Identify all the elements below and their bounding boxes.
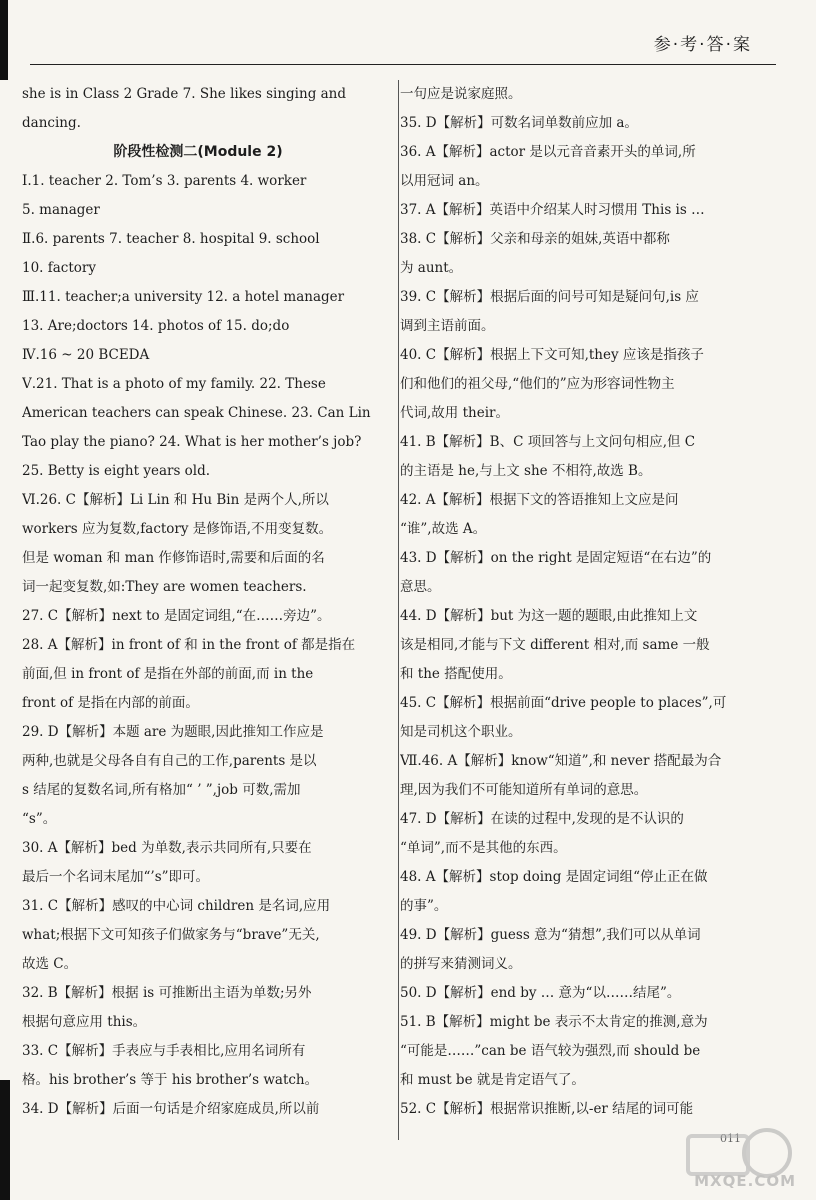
answer-line: 38. C【解析】父亲和母亲的姐妹,英语中都称 [400, 231, 670, 247]
answer-line: 以用冠词 an。 [400, 173, 489, 189]
answer-line: 故选 C。 [22, 956, 78, 972]
answer-line: 意思。 [400, 579, 441, 595]
answer-line: 51. B【解析】might be 表示不太肯定的推测,意为 [400, 1014, 708, 1030]
answer-line: 根据句意应用 this。 [22, 1014, 147, 1030]
answer-line: 和 must be 就是肯定语气了。 [400, 1072, 585, 1088]
answer-line: Ⅵ.26. C【解析】Li Lin 和 Hu Bin 是两个人,所以 [22, 492, 329, 508]
answer-line: 和 the 搭配使用。 [400, 666, 512, 682]
answer-line: 43. D【解析】on the right 是固定短语“在右边”的 [400, 550, 712, 566]
answer-line: 49. D【解析】guess 意为“猜想”,我们可以从单词 [400, 927, 701, 943]
answer-line: 但是 woman 和 man 作修饰语时,需要和后面的名 [22, 550, 325, 566]
page-number: 011 [720, 1132, 741, 1145]
answer-line: front of 是指在内部的前面。 [22, 695, 199, 711]
header-rule [30, 64, 776, 65]
watermark-logo [686, 1128, 796, 1190]
answer-line: 27. C【解析】next to 是固定词组,“在……旁边”。 [22, 608, 331, 624]
answer-line: 该是相同,才能与下文 different 相对,而 same 一般 [400, 637, 710, 653]
answer-line: 们和他们的祖父母,“他们的”应为形容词性物主 [400, 376, 675, 392]
left-column [22, 80, 374, 1124]
answer-line: 39. C【解析】根据后面的问号可知是疑问句,is 应 [400, 289, 699, 305]
answer-line: 10. factory [22, 260, 96, 276]
answer-line: 5. manager [22, 202, 100, 218]
answer-line: 调到主语前面。 [400, 318, 495, 334]
section-title: 阶段性检测二(Module 2) [113, 144, 283, 160]
answer-line: 的事”。 [400, 898, 448, 914]
watermark-block-icon [686, 1134, 750, 1176]
answer-line: 13. Are;doctors 14. photos of 15. do;do [22, 318, 290, 334]
answer-line: 前面,但 in front of 是指在外部的前面,而 in the [22, 666, 314, 682]
answer-line: 35. D【解析】可数名词单数前应加 a。 [400, 115, 638, 131]
scan-edge-shadow [0, 0, 8, 80]
answer-line: “谁”,故选 A。 [400, 521, 487, 537]
answer-line: 34. D【解析】后面一句话是介绍家庭成员,所以前 [22, 1101, 320, 1117]
answer-line: 28. A【解析】in front of 和 in the front of 都是指在 [22, 637, 356, 653]
answer-line: Ⅳ.16 ~ 20 BCEDA [22, 347, 150, 363]
answer-line: Ⅰ.1. teacher 2. Tom’s 3. parents 4. worker [22, 173, 307, 189]
answer-line: 的主语是 he,与上文 she 不相符,故选 B。 [400, 463, 652, 479]
answer-line: 30. A【解析】bed 为单数,表示共同所有,只要在 [22, 840, 312, 856]
answer-line: 两种,也就是父母各自有自己的工作,parents 是以 [22, 753, 317, 769]
answer-line: 一句应是说家庭照。 [400, 86, 522, 102]
answer-line: 的拼写来猜测词义。 [400, 956, 522, 972]
answer-line: 为 aunt。 [400, 260, 463, 276]
page-header-title: 参·考·答·案 [653, 35, 752, 55]
answer-line: 知是司机这个职业。 [400, 724, 522, 740]
watermark-text: MXQE.COM [694, 1172, 796, 1190]
answer-line: she is in Class 2 Grade 7. She likes singing and [22, 86, 347, 102]
answer-line: Ⅱ.6. parents 7. teacher 8. hospital 9. school [22, 231, 320, 247]
answer-line: 词一起变复数,如:They are women teachers. [22, 579, 307, 595]
answer-line: 29. D【解析】本题 are 为题眼,因此推知工作应是 [22, 724, 324, 740]
answer-line: Tao play the piano? 24. What is her mother’s job? [22, 434, 362, 450]
scan-edge-shadow-bottom [0, 1080, 10, 1200]
answer-line: 40. C【解析】根据上下文可知,they 应该是指孩子 [400, 347, 704, 363]
answer-line: dancing. [22, 115, 81, 131]
answer-line: “可能是……”can be 语气较为强烈,而 should be [400, 1043, 701, 1059]
answer-line: “单词”,而不是其他的东西。 [400, 840, 567, 856]
answer-line: 42. A【解析】根据下文的答语推知上文应是问 [400, 492, 679, 508]
answer-line: Ⅶ.46. A【解析】know“知道”,和 never 搭配最为合 [400, 753, 722, 769]
answer-line: workers 应为复数,factory 是修饰语,不用变复数。 [22, 521, 333, 537]
answer-line: Ⅲ.11. teacher;a university 12. a hotel manager [22, 289, 345, 305]
answer-line: 最后一个名词末尾加“’s”即可。 [22, 869, 210, 885]
column-divider [398, 80, 399, 1140]
answer-line: 47. D【解析】在读的过程中,发现的是不认识的 [400, 811, 684, 827]
answer-line: Ⅴ.21. That is a photo of my family. 22. These [22, 376, 326, 392]
answer-line: “s”。 [22, 811, 57, 827]
right-column [400, 80, 756, 1124]
answer-line: 48. A【解析】stop doing 是固定词组“停止正在做 [400, 869, 708, 885]
answer-line: American teachers can speak Chinese. 23. Can Lin [22, 405, 371, 421]
answer-line: what;根据下文可知孩子们做家务与“brave”无关, [22, 927, 320, 943]
answer-line: 理,因为我们不可能知道所有单词的意思。 [400, 782, 648, 798]
answer-line: 41. B【解析】B、C 项回答与上文问句相应,但 C [400, 434, 696, 450]
answer-line: 50. D【解析】end by … 意为“以……结尾”。 [400, 985, 681, 1001]
answer-line: s 结尾的复数名词,所有格加“ ’ ”,job 可数,需加 [22, 782, 301, 798]
answer-line: 代词,故用 their。 [400, 405, 509, 421]
answer-line: 52. C【解析】根据常识推断,以-er 结尾的词可能 [400, 1101, 694, 1117]
answer-line: 格。his brother’s 等于 his brother’s watch。 [22, 1072, 319, 1088]
answer-line: 31. C【解析】感叹的中心词 children 是名词,应用 [22, 898, 331, 914]
answer-line: 25. Betty is eight years old. [22, 463, 211, 479]
answer-line: 45. C【解析】根据前面“drive people to places”,可 [400, 695, 727, 711]
answer-line: 44. D【解析】but 为这一题的题眼,由此推知上文 [400, 608, 698, 624]
answer-line: 36. A【解析】actor 是以元音音素开头的单词,所 [400, 144, 696, 160]
watermark-circle-icon [742, 1128, 792, 1178]
answer-line: 32. B【解析】根据 is 可推断出主语为单数;另外 [22, 985, 312, 1001]
answer-line: 37. A【解析】英语中介绍某人时习惯用 This is … [400, 202, 705, 218]
answer-line: 33. C【解析】手表应与手表相比,应用名词所有 [22, 1043, 306, 1059]
